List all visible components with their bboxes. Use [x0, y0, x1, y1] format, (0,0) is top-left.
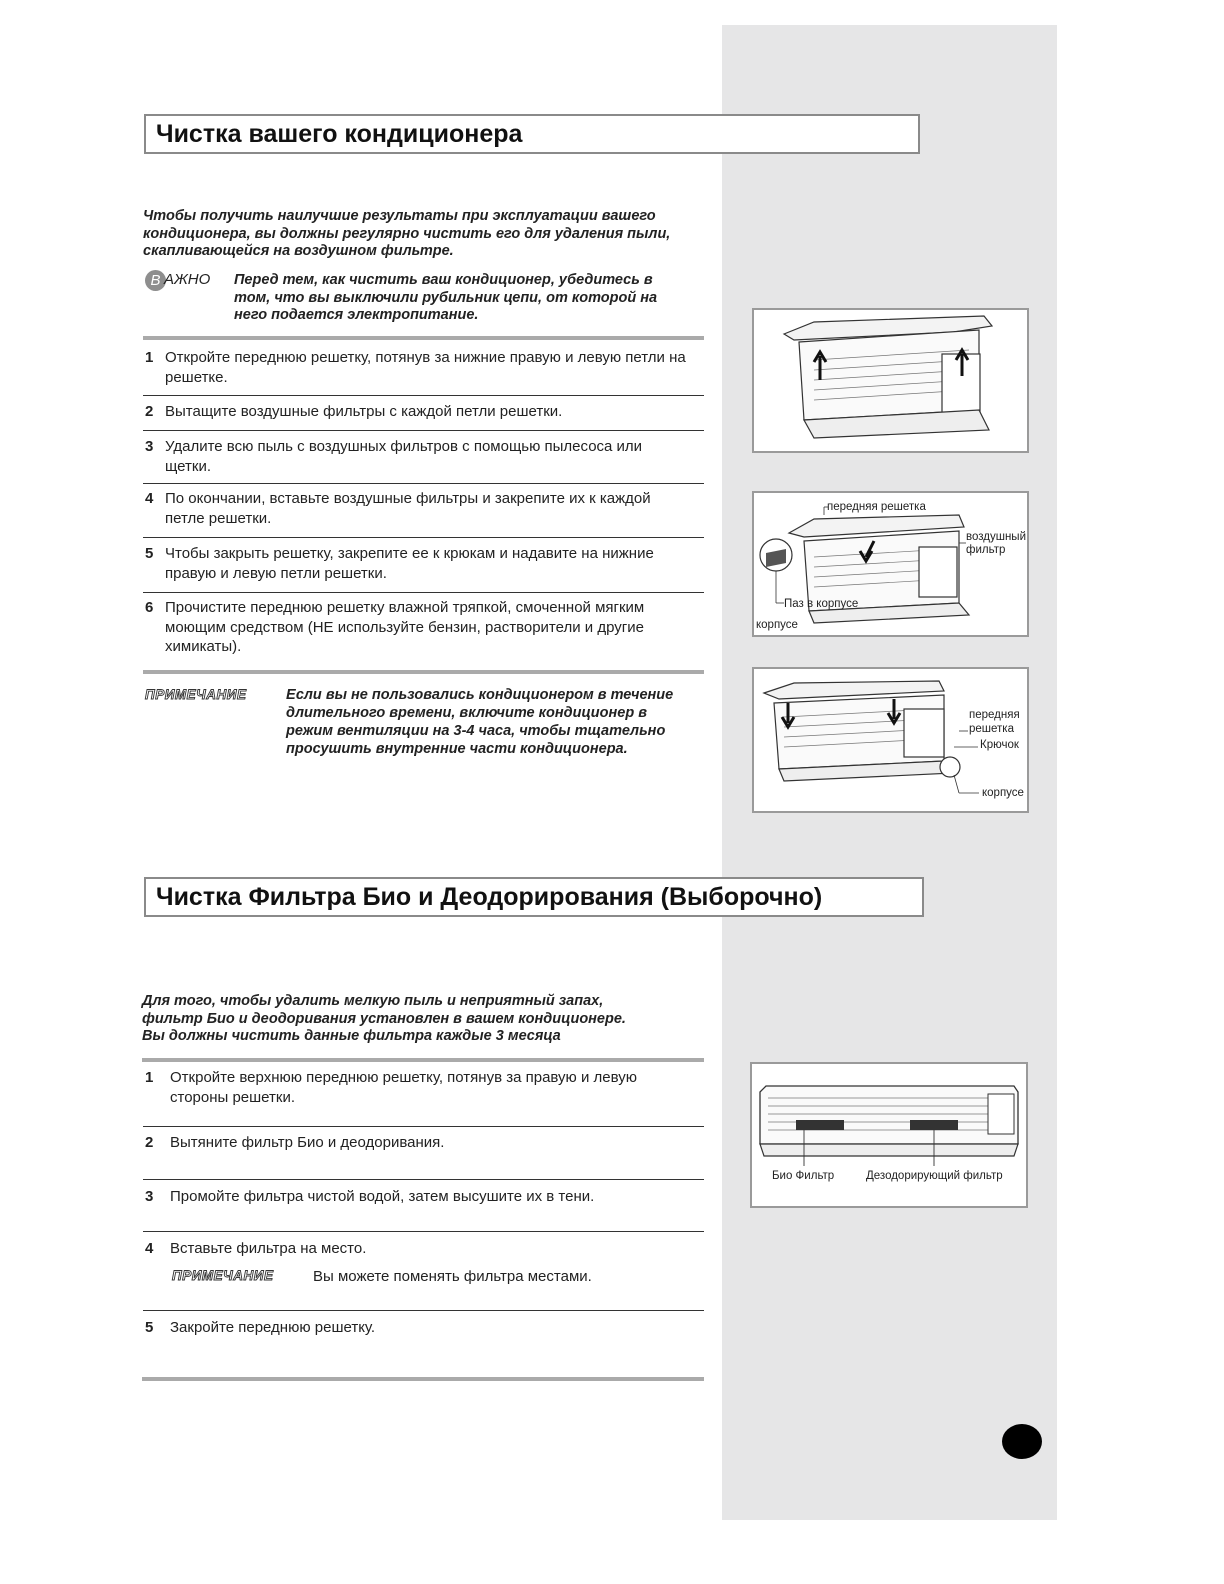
label-front-grille: передняя решетка — [827, 501, 926, 513]
step-divider — [143, 1231, 704, 1232]
step-divider — [143, 537, 704, 538]
step-divider — [143, 430, 704, 431]
section2-top-rule — [142, 1058, 704, 1062]
label-bio-filter: Био Фильтр — [772, 1170, 835, 1182]
step-divider — [143, 1310, 704, 1311]
figure-close-grille — [752, 667, 1029, 813]
step-divider — [143, 1179, 704, 1180]
page-number-dot — [1002, 1424, 1042, 1459]
section1-note-rule — [143, 670, 704, 674]
important-label: АЖНО — [164, 271, 211, 288]
label-hook: Крючок — [980, 739, 1019, 751]
label-front-1: передняя — [969, 709, 1020, 721]
ac-unit-bio-illustration — [752, 1064, 1026, 1206]
step-divider — [143, 592, 704, 593]
label-deodor-filter: Дезодорирующий фильтр — [866, 1170, 1003, 1182]
label-body: корпусе — [756, 619, 798, 631]
note-label: ПРИМЕЧАНИЕ — [145, 687, 247, 702]
label-air-filter-1: воздушный — [966, 531, 1026, 543]
section2-intro: Для того, чтобы удалить мелкую пыль и неприятный запах, фильтр Био и деодоривания установлен в вашем кондиционере. Вы должны чистить данные фильтра каждые 3 месяца — [142, 993, 626, 1044]
label-slot: Паз в корпусе — [784, 598, 859, 610]
ac-unit-open-illustration — [754, 310, 1027, 451]
section2-note-text: Вы можете поменять фильтра местами. — [313, 1268, 592, 1285]
label-air-filter-2: фильтр — [966, 544, 1006, 556]
step-divider — [143, 1126, 704, 1127]
note-text: Если вы не пользовались кондиционером в течение длительного времени, включите кондиционер в режим вентиляции на 3-4 часа, чтобы тщательно просушить внутренние части кондиционера. — [286, 687, 674, 757]
section1-top-rule — [143, 336, 704, 340]
important-text: Перед тем, как чистить ваш кондиционер, убедитесь в том, что вы выключили рубильник цепи, от которой на него подается электропитание. — [234, 272, 658, 323]
section2-bottom-rule — [142, 1377, 704, 1381]
step-divider — [143, 395, 704, 396]
section1-title: Чистка вашего кондиционера — [144, 114, 920, 154]
label-front-2: решетка — [969, 723, 1014, 735]
ac-unit-filter-illustration — [754, 493, 1027, 635]
figure-bio-filters — [750, 1062, 1028, 1208]
section1-intro: Чтобы получить наилучшие результаты при эксплуатации вашего кондиционера, вы должны регулярно чистить его для удаления пыли, скапливающейся на воздушном фильтре. — [143, 208, 671, 259]
figure-open-grille — [752, 308, 1029, 453]
label-body-3: корпусе — [982, 787, 1024, 799]
important-initial: В — [145, 270, 166, 291]
important-badge — [145, 270, 225, 292]
note-label-2: ПРИМЕЧАНИЕ — [172, 1268, 274, 1283]
section2-title: Чистка Фильтра Био и Деодорирования (Выборочно) — [144, 877, 924, 917]
step-divider — [143, 483, 704, 484]
figure-air-filter — [752, 491, 1029, 637]
